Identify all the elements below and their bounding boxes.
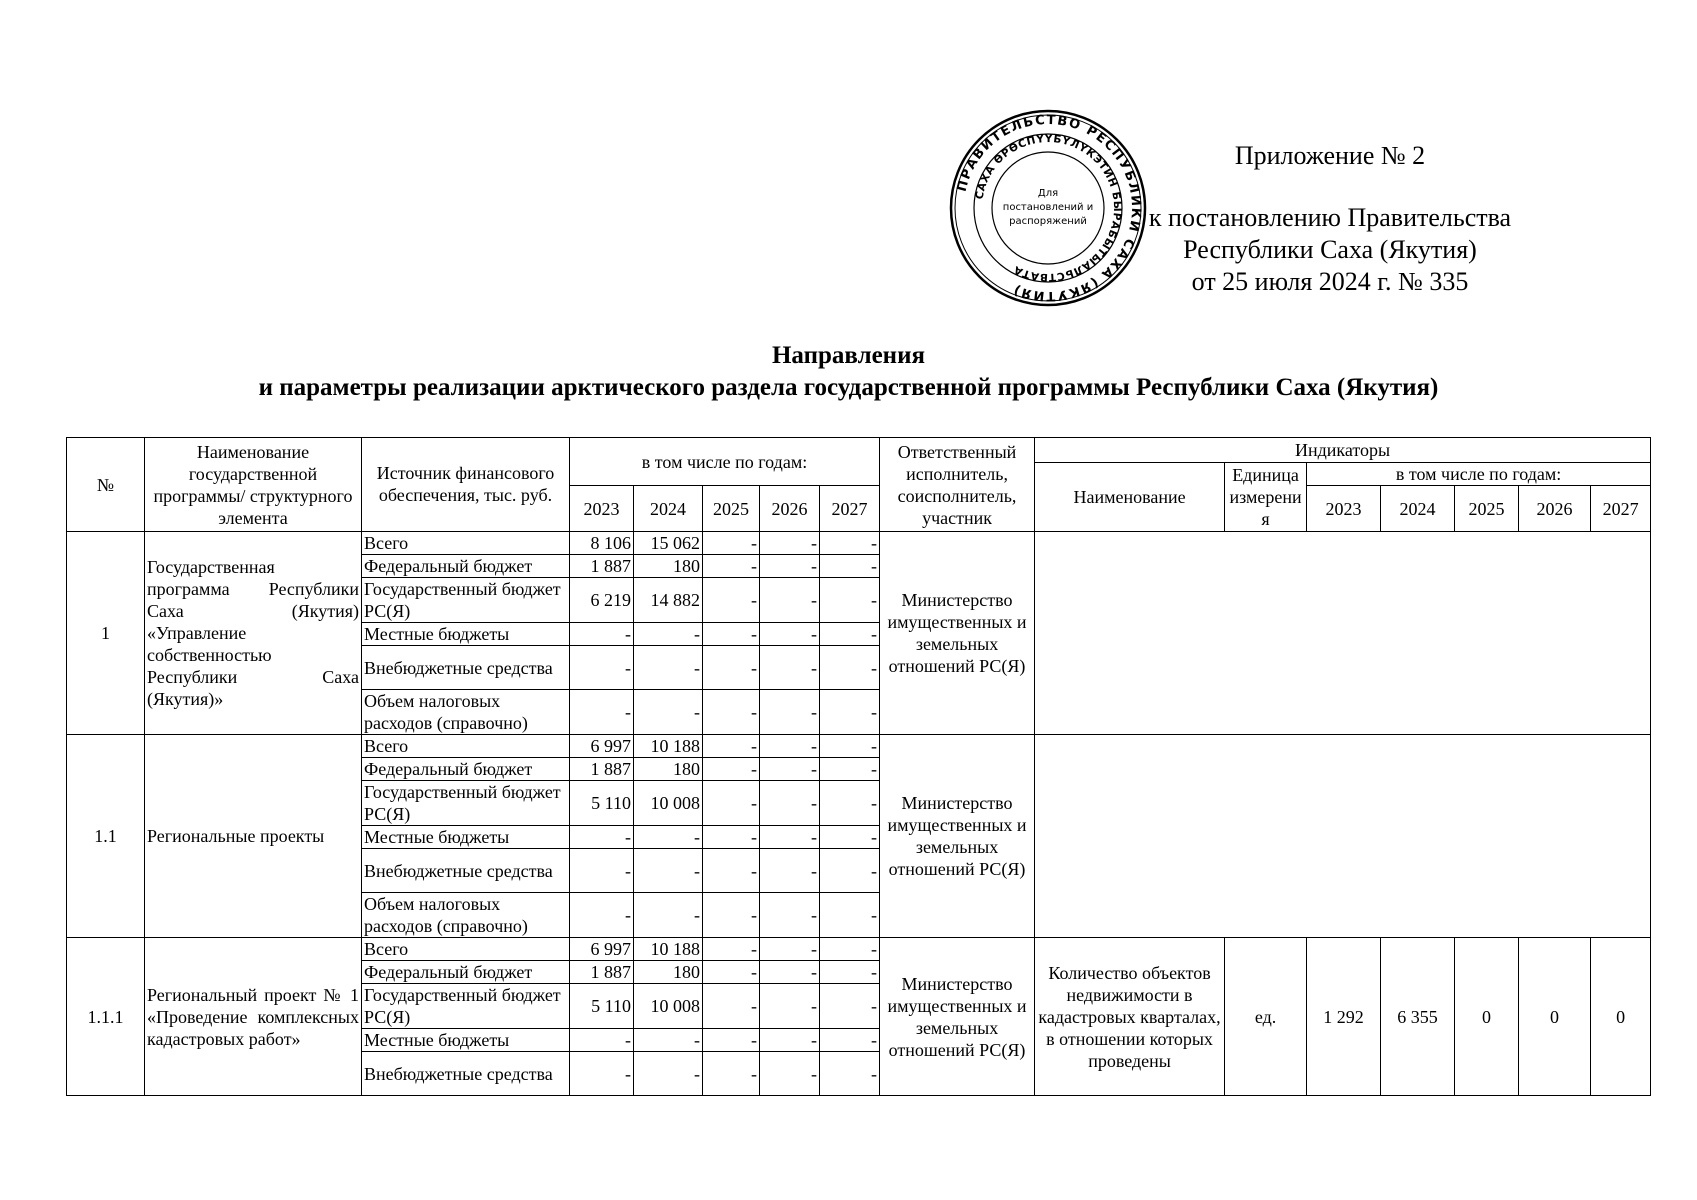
funding-value: - xyxy=(570,849,634,893)
funding-value: - xyxy=(760,893,820,938)
indicator-value: 6 355 xyxy=(1381,938,1455,1096)
funding-value: 10 188 xyxy=(634,938,703,961)
funding-value: - xyxy=(760,623,820,646)
row-number: 1.1.1 xyxy=(67,938,145,1096)
funding-source: Местные бюджеты xyxy=(362,623,570,646)
funding-value: - xyxy=(760,758,820,781)
row-number: 1.1 xyxy=(67,735,145,938)
row-number: 1 xyxy=(67,532,145,735)
funding-value: 180 xyxy=(634,555,703,578)
funding-value: - xyxy=(760,1029,820,1052)
funding-value: - xyxy=(703,961,760,984)
funding-value: - xyxy=(703,1052,760,1096)
indicator-name: Количество объектов недвижимости в кадастровых кварталах, в отношении которых проведены xyxy=(1035,938,1225,1096)
funding-value: 6 997 xyxy=(570,938,634,961)
funding-value: - xyxy=(820,690,880,735)
appendix-republic: Республики Саха (Якутия) xyxy=(1183,235,1477,264)
funding-value: - xyxy=(570,690,634,735)
header-num: № xyxy=(67,438,145,532)
funding-value: - xyxy=(820,623,880,646)
funding-source: Внебюджетные средства xyxy=(362,1052,570,1096)
funding-value: - xyxy=(570,893,634,938)
funding-value: 180 xyxy=(634,961,703,984)
funding-value: - xyxy=(703,938,760,961)
indicator-value: 0 xyxy=(1519,938,1591,1096)
appendix-block xyxy=(1130,140,1530,298)
funding-value: - xyxy=(703,849,760,893)
appendix-date: от 25 июля 2024 г. № 335 xyxy=(1191,267,1469,296)
funding-value: 10 188 xyxy=(634,735,703,758)
table-row xyxy=(67,532,1651,555)
header-ind-year: 2024 xyxy=(1381,486,1455,532)
indicator-value: 0 xyxy=(1591,938,1651,1096)
funding-source: Федеральный бюджет xyxy=(362,961,570,984)
funding-source: Государственный бюджет РС(Я) xyxy=(362,984,570,1029)
funding-value: - xyxy=(760,826,820,849)
funding-value: - xyxy=(570,1029,634,1052)
funding-value: 1 887 xyxy=(570,961,634,984)
program-name: Региональные проекты xyxy=(145,735,362,938)
header-name: Наименование государственной программы/ структурного элемента xyxy=(145,438,362,532)
header-year: 2025 xyxy=(703,486,760,532)
program-table xyxy=(66,437,1651,1096)
funding-source: Федеральный бюджет xyxy=(362,555,570,578)
seal-center-line1: Для xyxy=(1037,188,1059,199)
program-name: Региональный проект № 1 «Проведение комплексных кадастровых работ» xyxy=(145,938,362,1096)
funding-value: - xyxy=(820,555,880,578)
funding-source: Местные бюджеты xyxy=(362,826,570,849)
funding-value: - xyxy=(760,735,820,758)
funding-value: - xyxy=(570,623,634,646)
header-responsible: Ответственный исполнитель, соисполнитель, участник xyxy=(880,438,1035,532)
funding-value: - xyxy=(820,893,880,938)
title-line2: и параметры реализации арктического раздела государственной программы Республики Саха (Якутия) xyxy=(258,374,1439,401)
funding-value: - xyxy=(703,826,760,849)
funding-value: - xyxy=(703,735,760,758)
title-line1: Направления xyxy=(771,342,926,369)
funding-value: - xyxy=(634,623,703,646)
table-row xyxy=(67,938,1651,961)
funding-value: - xyxy=(703,690,760,735)
funding-value: - xyxy=(760,1052,820,1096)
funding-source: Внебюджетные средства xyxy=(362,849,570,893)
funding-value: - xyxy=(820,849,880,893)
funding-value: - xyxy=(703,646,760,690)
funding-source: Внебюджетные средства xyxy=(362,646,570,690)
funding-value: - xyxy=(820,578,880,623)
funding-source: Всего xyxy=(362,938,570,961)
funding-source: Всего xyxy=(362,735,570,758)
responsible-executor: Министерство имущественных и земельных отношений РС(Я) xyxy=(880,938,1035,1096)
header-ind-year: 2023 xyxy=(1307,486,1381,532)
funding-value: - xyxy=(703,1029,760,1052)
funding-value: 5 110 xyxy=(570,984,634,1029)
funding-value: - xyxy=(703,893,760,938)
funding-value: 6 219 xyxy=(570,578,634,623)
funding-value: - xyxy=(703,758,760,781)
funding-value: - xyxy=(760,578,820,623)
funding-value: - xyxy=(703,555,760,578)
funding-value: - xyxy=(820,961,880,984)
funding-value: - xyxy=(703,532,760,555)
funding-value: 180 xyxy=(634,758,703,781)
funding-value: - xyxy=(760,532,820,555)
funding-value: - xyxy=(820,735,880,758)
funding-source: Всего xyxy=(362,532,570,555)
funding-value: - xyxy=(820,1052,880,1096)
funding-value: - xyxy=(570,646,634,690)
responsible-executor: Министерство имущественных и земельных отношений РС(Я) xyxy=(880,735,1035,938)
funding-source: Государственный бюджет РС(Я) xyxy=(362,781,570,826)
program-name: Государственная программа Республики Саха (Якутия) «Управление собственностью Республики Саха (Якутия)» xyxy=(145,532,362,735)
funding-value: - xyxy=(820,938,880,961)
header-year: 2024 xyxy=(634,486,703,532)
funding-value: - xyxy=(760,849,820,893)
funding-value: 14 882 xyxy=(634,578,703,623)
header-year: 2027 xyxy=(820,486,880,532)
funding-value: - xyxy=(820,646,880,690)
funding-value: 15 062 xyxy=(634,532,703,555)
official-seal xyxy=(948,108,1148,308)
funding-value: - xyxy=(634,893,703,938)
appendix-decree: к постановлению Правительства xyxy=(1148,203,1512,232)
funding-value: - xyxy=(703,578,760,623)
funding-value: - xyxy=(634,646,703,690)
indicator-empty xyxy=(1035,735,1651,938)
header-year: 2026 xyxy=(760,486,820,532)
responsible-executor: Министерство имущественных и земельных отношений РС(Я) xyxy=(880,532,1035,735)
funding-value: - xyxy=(760,690,820,735)
funding-source: Объем налоговых расходов (справочно) xyxy=(362,690,570,735)
funding-value: - xyxy=(820,826,880,849)
seal-inner-text: САХА ӨРӨСПҮҮБҮЛҮКЭТИН БЫРАБЫТЫАЛЬСТВАТА xyxy=(973,132,1124,284)
header-ind-year: 2026 xyxy=(1519,486,1591,532)
funding-value: - xyxy=(760,961,820,984)
funding-value: 10 008 xyxy=(634,984,703,1029)
funding-value: 6 997 xyxy=(570,735,634,758)
funding-value: - xyxy=(820,984,880,1029)
funding-value: - xyxy=(820,532,880,555)
funding-value: - xyxy=(570,1052,634,1096)
funding-source: Государственный бюджет РС(Я) xyxy=(362,578,570,623)
funding-value: - xyxy=(760,984,820,1029)
header-by-years: в том числе по годам: xyxy=(570,438,880,486)
funding-value: - xyxy=(634,1029,703,1052)
header-unit: Единица измерения xyxy=(1225,463,1307,532)
header-year: 2023 xyxy=(570,486,634,532)
funding-value: 1 887 xyxy=(570,555,634,578)
indicator-empty xyxy=(1035,532,1651,735)
funding-value: - xyxy=(703,623,760,646)
funding-value: - xyxy=(760,646,820,690)
funding-value: - xyxy=(634,690,703,735)
funding-value: - xyxy=(570,826,634,849)
funding-value: 10 008 xyxy=(634,781,703,826)
header-ind-year: 2027 xyxy=(1591,486,1651,532)
funding-value: - xyxy=(820,1029,880,1052)
funding-value: 5 110 xyxy=(570,781,634,826)
funding-value: - xyxy=(760,555,820,578)
funding-value: - xyxy=(634,826,703,849)
indicator-unit: ед. xyxy=(1225,938,1307,1096)
table-row xyxy=(67,735,1651,758)
funding-source: Объем налоговых расходов (справочно) xyxy=(362,893,570,938)
funding-source: Местные бюджеты xyxy=(362,1029,570,1052)
funding-value: - xyxy=(703,984,760,1029)
funding-value: - xyxy=(820,781,880,826)
funding-value: 1 887 xyxy=(570,758,634,781)
seal-outer-text: ПРАВИТЕЛЬСТВО РЕСПУБЛИКИ САХА (ЯКУТИЯ) xyxy=(954,112,1144,304)
funding-value: - xyxy=(634,1052,703,1096)
funding-value: - xyxy=(760,938,820,961)
seal-center-line2: постановлений и xyxy=(1002,202,1094,213)
funding-value: - xyxy=(760,781,820,826)
indicator-value: 0 xyxy=(1455,938,1519,1096)
seal-center-line3: распоряжений xyxy=(1009,216,1087,227)
appendix-number: Приложение № 2 xyxy=(1234,141,1426,170)
header-indicator-by-years: в том числе по годам: xyxy=(1307,463,1651,486)
funding-source: Федеральный бюджет xyxy=(362,758,570,781)
funding-value: - xyxy=(703,781,760,826)
header-ind-year: 2025 xyxy=(1455,486,1519,532)
funding-value: - xyxy=(820,758,880,781)
funding-value: - xyxy=(634,849,703,893)
header-indicators: Индикаторы xyxy=(1035,438,1651,463)
indicator-value: 1 292 xyxy=(1307,938,1381,1096)
funding-value: 8 106 xyxy=(570,532,634,555)
header-source: Источник финансового обеспечения, тыс. руб. xyxy=(362,438,570,532)
header-indicator-name: Наименование xyxy=(1035,463,1225,532)
document-title xyxy=(0,340,1697,404)
